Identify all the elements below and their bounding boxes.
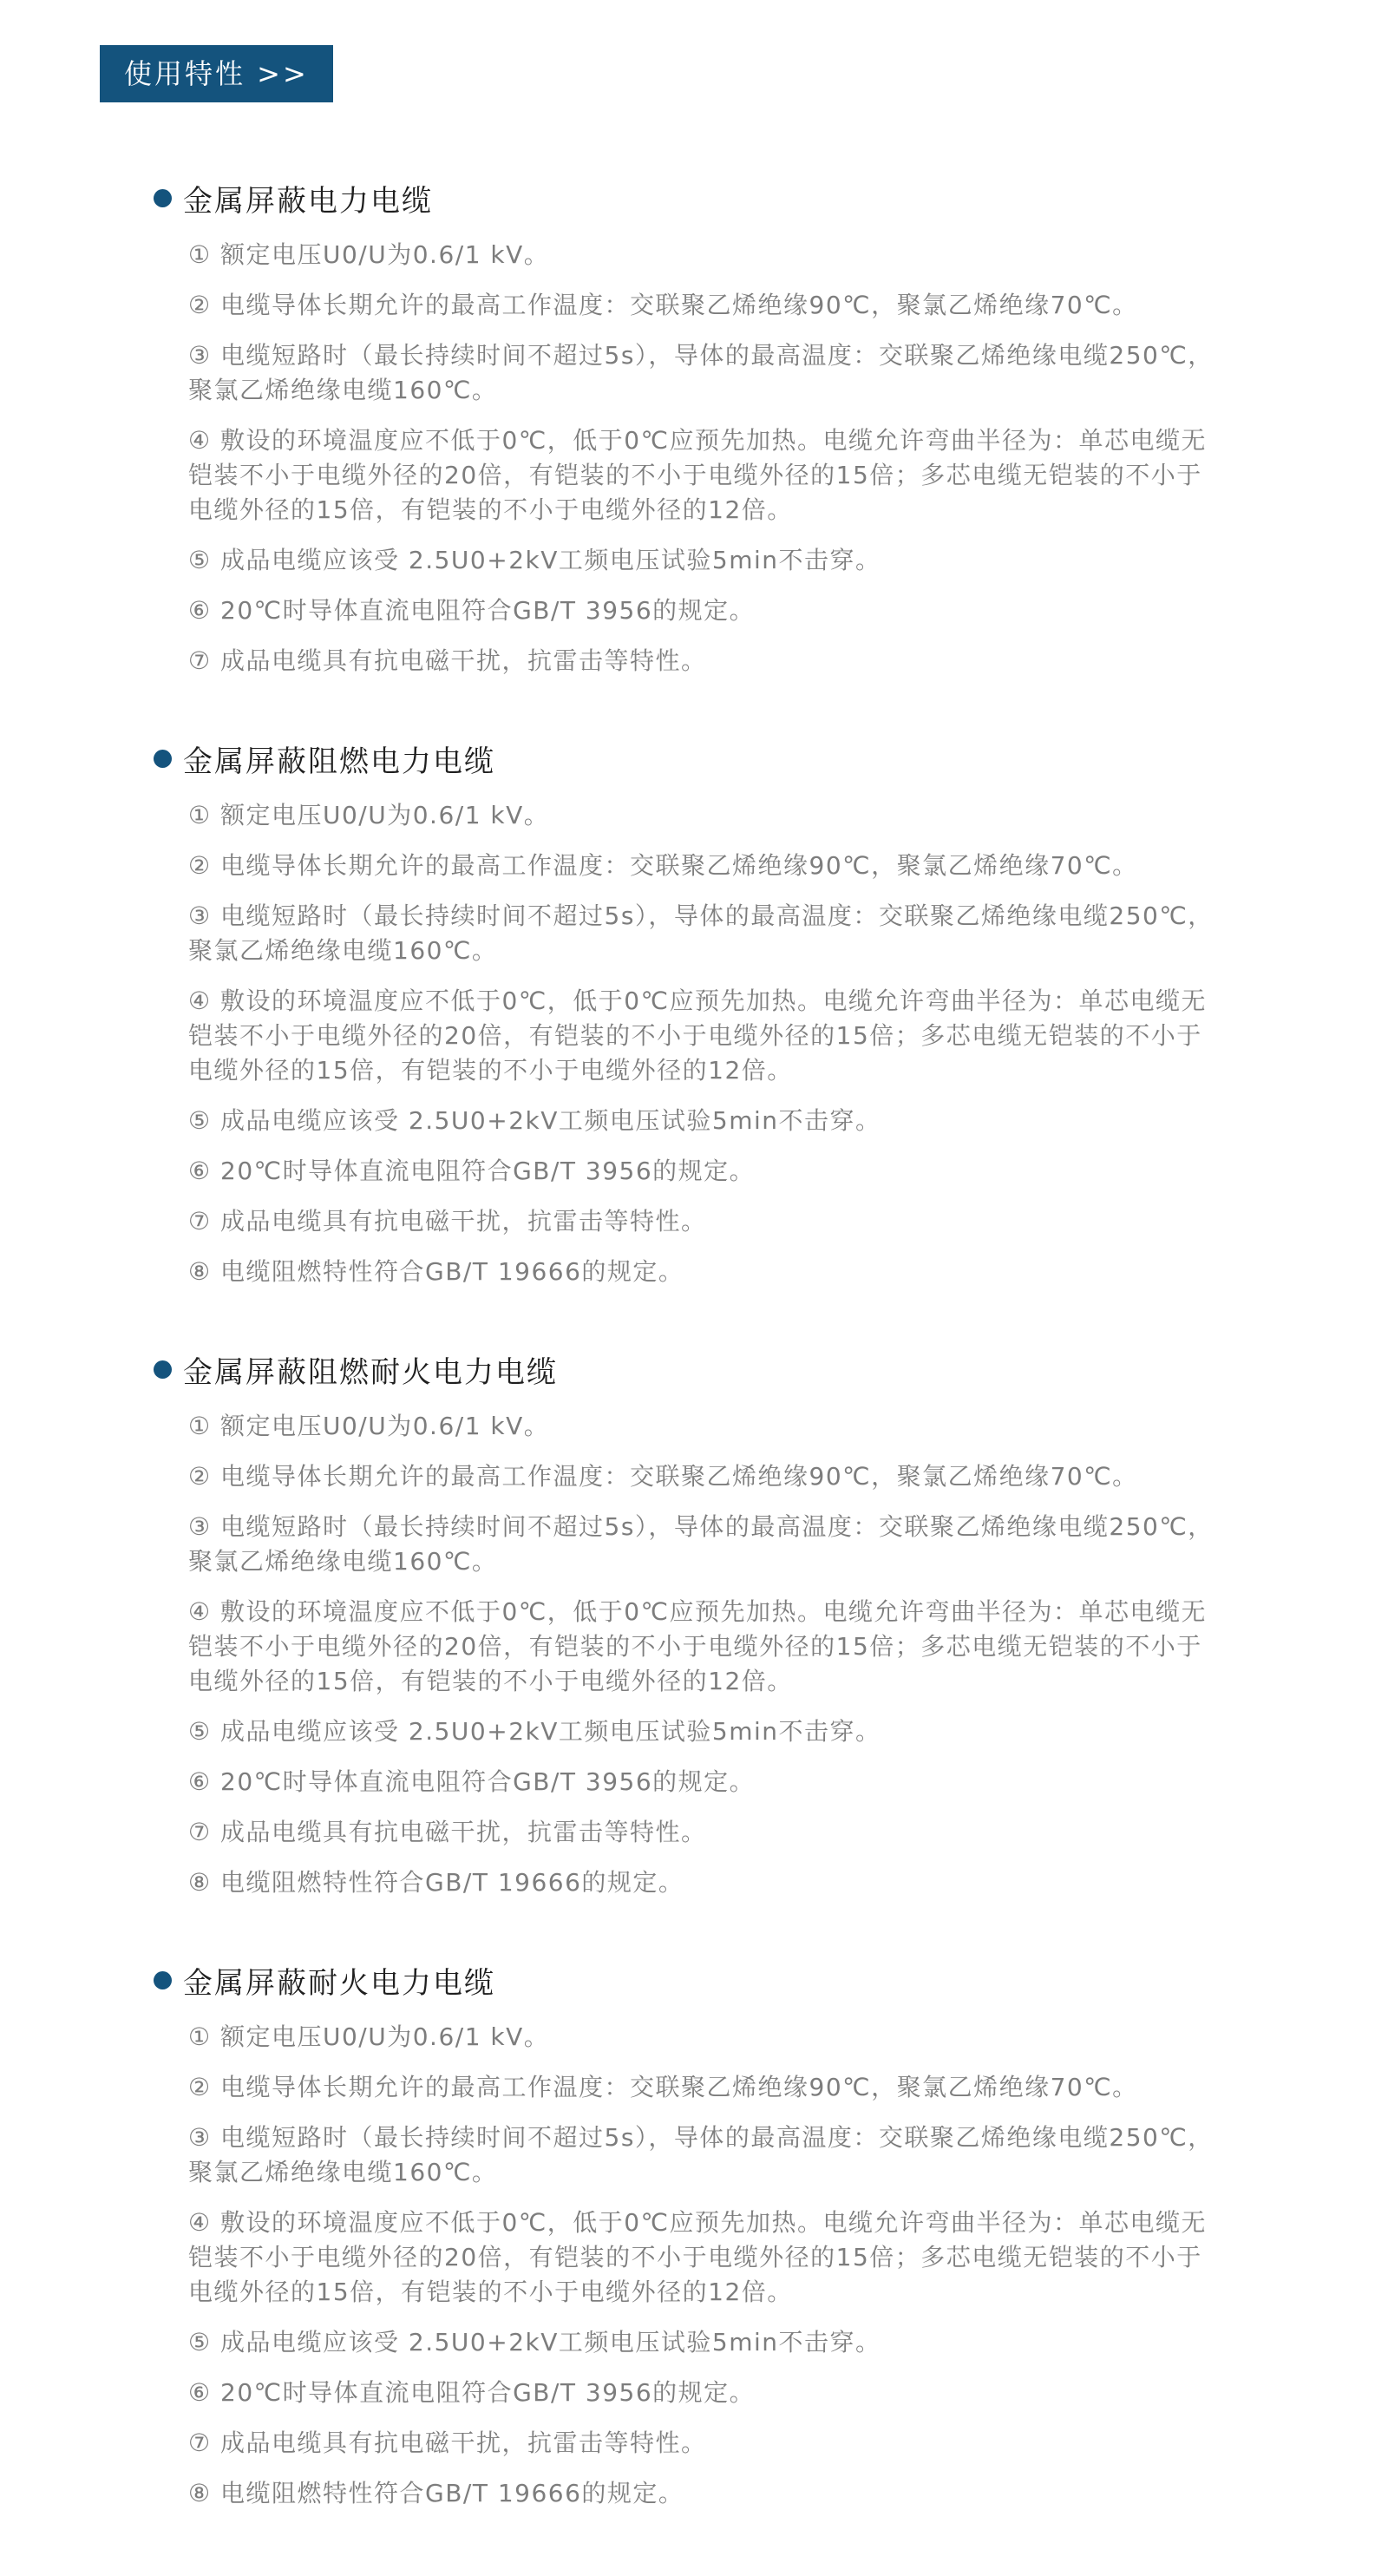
section-items — [188, 798, 1216, 1289]
spec-item: ⑤ 成品电缆应该受 2.5U0+2kV工频电压试验5min不击穿。 — [188, 1717, 881, 1746]
spec-item: ⑥ 20℃时导体直流电阻符合GB/T 3956的规定。 — [188, 2378, 756, 2407]
spec-item: ⑤ 成品电缆应该受 2.5U0+2kV工频电压试验5min不击穿。 — [188, 1106, 881, 1135]
spec-item: ② 电缆导体长期允许的最高工作温度：交联聚乙烯绝缘90℃，聚氯乙烯绝缘70℃。 — [188, 851, 1138, 880]
section-items — [188, 2020, 1216, 2511]
spec-item: ① 额定电压U0/U为0.6/1 kV。 — [188, 2022, 550, 2051]
section-items — [188, 238, 1216, 678]
spec-item: ⑦ 成品电缆具有抗电磁干扰，抗雷击等特性。 — [188, 2429, 707, 2457]
content — [154, 179, 1388, 2511]
bullet-icon — [154, 1971, 172, 1989]
bullet-icon — [154, 189, 172, 207]
spec-item: ② 电缆导体长期允许的最高工作温度：交联聚乙烯绝缘90℃，聚氯乙烯绝缘70℃。 — [188, 291, 1138, 319]
bullet-icon — [154, 750, 172, 768]
spec-item: ① 额定电压U0/U为0.6/1 kV。 — [188, 1412, 550, 1440]
section-header — [154, 739, 1388, 777]
spec-item: ⑥ 20℃时导体直流电阻符合GB/T 3956的规定。 — [188, 1157, 756, 1185]
spec-item: ⑦ 成品电缆具有抗电磁干扰，抗雷击等特性。 — [188, 646, 707, 675]
spec-item: ① 额定电压U0/U为0.6/1 kV。 — [188, 801, 550, 829]
section-title: 金属屏蔽阻燃耐火电力电缆 — [183, 1354, 558, 1390]
spec-item: ⑥ 20℃时导体直流电阻符合GB/T 3956的规定。 — [188, 596, 756, 625]
section-title: 金属屏蔽耐火电力电缆 — [183, 1965, 495, 2001]
usage-characteristics-badge[interactable] — [100, 45, 333, 102]
spec-item: ④ 敷设的环境温度应不低于0℃，低于0℃应预先加热。电缆允许弯曲半径为：单芯电缆无铠装不小于电缆外径的20倍，有铠装的不小于电缆外径的15倍；多芯电缆无铠装的不小于电缆外径的15倍，有铠装的不小于电缆外径的12倍。 — [188, 2208, 1208, 2306]
cable-section — [154, 1350, 1388, 1900]
spec-item: ④ 敷设的环境温度应不低于0℃，低于0℃应预先加热。电缆允许弯曲半径为：单芯电缆无铠装不小于电缆外径的20倍，有铠装的不小于电缆外径的15倍；多芯电缆无铠装的不小于电缆外径的15倍，有铠装的不小于电缆外径的12倍。 — [188, 426, 1208, 524]
section-items — [188, 1409, 1216, 1900]
section-header — [154, 179, 1388, 217]
section-header — [154, 1350, 1388, 1388]
spec-item: ③ 电缆短路时（最长持续时间不超过5s），导体的最高温度：交联聚乙烯绝缘电缆250℃，聚氯乙烯绝缘电缆160℃。 — [188, 341, 1214, 404]
spec-item: ⑧ 电缆阻燃特性符合GB/T 19666的规定。 — [188, 1868, 684, 1897]
spec-item: ⑤ 成品电缆应该受 2.5U0+2kV工频电压试验5min不击穿。 — [188, 546, 881, 574]
spec-item: ② 电缆导体长期允许的最高工作温度：交联聚乙烯绝缘90℃，聚氯乙烯绝缘70℃。 — [188, 1462, 1138, 1491]
spec-item: ④ 敷设的环境温度应不低于0℃，低于0℃应预先加热。电缆允许弯曲半径为：单芯电缆无铠装不小于电缆外径的20倍，有铠装的不小于电缆外径的15倍；多芯电缆无铠装的不小于电缆外径的15倍，有铠装的不小于电缆外径的12倍。 — [188, 1597, 1208, 1695]
badge-label: 使用特性 >> — [124, 57, 309, 90]
section-title: 金属屏蔽电力电缆 — [183, 183, 433, 219]
cable-section — [154, 739, 1388, 1289]
spec-item: ⑦ 成品电缆具有抗电磁干扰，抗雷击等特性。 — [188, 1207, 707, 1236]
spec-item: ⑦ 成品电缆具有抗电磁干扰，抗雷击等特性。 — [188, 1818, 707, 1846]
spec-item: ④ 敷设的环境温度应不低于0℃，低于0℃应预先加热。电缆允许弯曲半径为：单芯电缆无铠装不小于电缆外径的20倍，有铠装的不小于电缆外径的15倍；多芯电缆无铠装的不小于电缆外径的15倍，有铠装的不小于电缆外径的12倍。 — [188, 986, 1208, 1085]
spec-item: ③ 电缆短路时（最长持续时间不超过5s），导体的最高温度：交联聚乙烯绝缘电缆250℃，聚氯乙烯绝缘电缆160℃。 — [188, 2123, 1214, 2186]
bullet-icon — [154, 1360, 172, 1379]
spec-item: ⑥ 20℃时导体直流电阻符合GB/T 3956的规定。 — [188, 1767, 756, 1796]
spec-item: ⑧ 电缆阻燃特性符合GB/T 19666的规定。 — [188, 1257, 684, 1286]
spec-item: ③ 电缆短路时（最长持续时间不超过5s），导体的最高温度：交联聚乙烯绝缘电缆250℃，聚氯乙烯绝缘电缆160℃。 — [188, 901, 1214, 965]
spec-item: ③ 电缆短路时（最长持续时间不超过5s），导体的最高温度：交联聚乙烯绝缘电缆250℃，聚氯乙烯绝缘电缆160℃。 — [188, 1512, 1214, 1576]
cable-section — [154, 1961, 1388, 2511]
cable-section — [154, 179, 1388, 678]
spec-item: ⑤ 成品电缆应该受 2.5U0+2kV工频电压试验5min不击穿。 — [188, 2328, 881, 2356]
spec-item: ① 额定电压U0/U为0.6/1 kV。 — [188, 240, 550, 269]
spec-item: ⑧ 电缆阻燃特性符合GB/T 19666的规定。 — [188, 2479, 684, 2507]
section-header — [154, 1961, 1388, 1999]
section-title: 金属屏蔽阻燃电力电缆 — [183, 744, 495, 779]
spec-item: ② 电缆导体长期允许的最高工作温度：交联聚乙烯绝缘90℃，聚氯乙烯绝缘70℃。 — [188, 2073, 1138, 2101]
